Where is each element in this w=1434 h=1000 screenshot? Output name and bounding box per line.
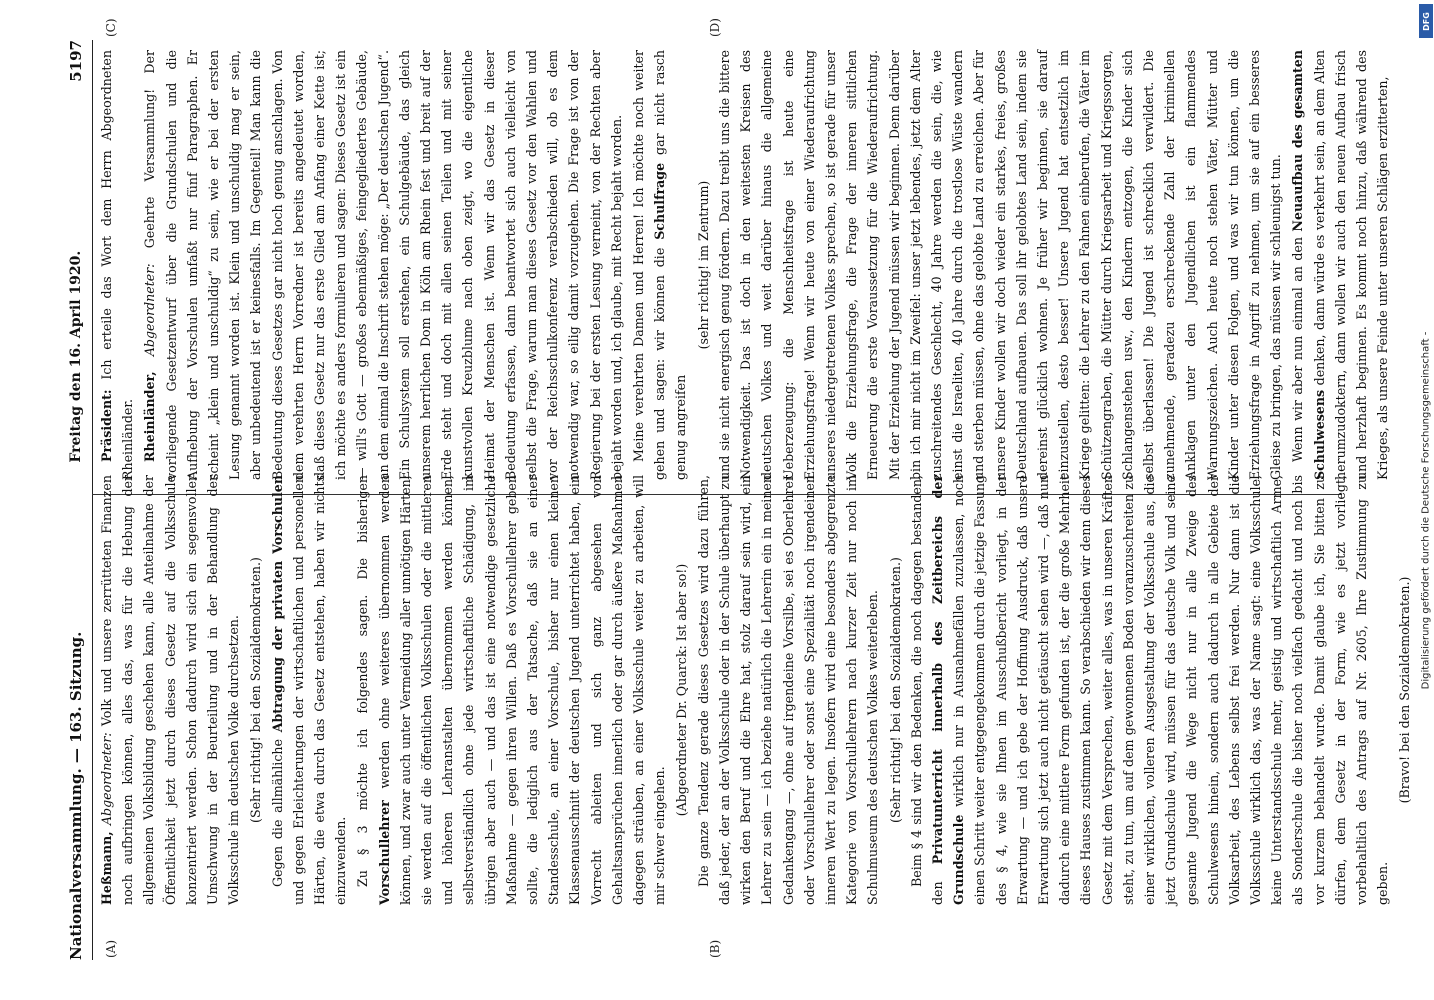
page-number: 5197 (67, 40, 85, 82)
paragraph (628, 50, 692, 480)
header-date: Freitag den 16. April 1920. (68, 250, 84, 463)
applause-note: (Sehr richtig! bei den Sozialdemokraten.) (248, 557, 264, 823)
paragraph: Die ganze Tendenz gerade dieses Gesetzes wird dazu führen, daß jeder, der an der Volksschule oder in der Schule überhaupt zu wirken den Beruf und die Ehre hat, stolz darauf sein wird, ein Lehrer zu sein — ich beziehe natürlich die Lehrerin ein in meinen Gedankengang —, ohne auf irgendeine Vorsilbe, sei es Oberlehrer oder Vorschullehrer oder sonst eine Spezialität noch irgendeinen inneren Wert zu legen. Insofern wird eine besonders abgegrenzte Kategorie von Vorschullehrern nach kurzer Zeit nur noch im Schulmuseum des deutschen Volkes weiterleben. (695, 475, 881, 905)
paragraph-text: Beim § 4 sind wir den Bedenken, die noch dagegen bestanden, den (908, 475, 945, 905)
right-column (96, 50, 1391, 480)
speaker-name: Rheinländer, (142, 371, 158, 462)
applause-note: (Bravo! bei den Sozialdemokraten.) (1397, 576, 1413, 804)
header-left: Nationalversammlung. — 163. Sitzung. (67, 631, 85, 960)
credit-text: Digitalisierung gefördert durch die Deutsche Forschungsgemeinschaft - (1420, 331, 1432, 689)
bold-term: Vorschullehrer (376, 800, 392, 905)
paragraph-text: Volk und unsere zerrütteten Finanzen noch aufbringen können, alles das, was für die Hebung der allgemeinen Volksbildung geschehen kann, alle Anteilnahme der Öffentlichkeit jetzt durch dieses Gesetz auf die Volksschule konzentriert werden. Schon dadurch wird sich ein segensvoller Umschwung in der Beurteilung und in der Behandlung der Volksschule im deutschen Volke durchsetzen. (99, 475, 242, 905)
paragraph-text: Meine verehrten Damen und Herren! Ich möchte noch weiter gehen und sagen: wir können die (631, 50, 668, 480)
paragraph-text: Zu § 3 möchte ich folgendes sagen. Die bisherigen (355, 475, 371, 887)
paragraph-text: Geehrte Versammlung! Der vorliegende Gesetzentwurf über die Grundschulen und die Aufhebung der Vorschulen umfaßt nur fünf Paragraphen. Er scheint „klein und unschuldig“ zu sein, wie er bei der ersten Lesung genannt worden ist. Klein und unschuldig mag er sein, aber unbedeutend ist er keinesfalls. Im Gegenteil! Man kann die Bedeutung dieses Gesetzes gar nicht hoch genug anschlagen. Von dem verehrten Herrn Vorredner ist bereits angedeutet worden, daß dieses Gesetz nur das erste Glied am Anfang einer Kette ist; ich möchte es anders formulieren und sagen: Dieses Gesetz ist ein — will's Gott — großes ebenmäßiges, feingegliedertes Gebäude, an dem einmal die Inschrift stehen möge: „Der deutschen Jugend“. Ein Schulsystem soll erstehen, ein Schulgebäude, das gleich unserem herrlichen Dom in Köln am Rhein fest und breit auf der Erde steht und doch mit allen seinen Teilen und mit seiner kunstvollen Kreuzblume nach oben zeigt, wo die eigentliche Heimat der Menschen ist. Wenn wir das Gesetz in dieser Bedeutung erfassen, dann beantwortet sich auch vielleicht von selbst die Frage, warum man dieses Gesetz vor den Wahlen und vor der Reichsschulkonferenz verabschieden will, ob es dem notwendig war, so eilig damit vorzugehen. Die Frage ist von der Regierung bei der ersten Lesung verneint, von der Rechten aber bejaht worden und, ich glaube, mit Recht bejaht worden. (142, 50, 624, 480)
speaker-role: Abgeordneter: (142, 263, 158, 357)
interjection-note: (sehr richtig! im Zentrum) (695, 180, 711, 350)
bold-term: Abtragung der privaten Vorschulen (269, 475, 285, 733)
bold-term: Privatunterricht innerhalb des Zeitbereichs der Grundschule (929, 475, 967, 905)
paragraph: und sie nicht energisch genug fördern. Dazu treibt uns die bittere Notwendigkeit. Das ist doch in den weitesten Kreisen des deutschen Volkes und weit darüber hinaus die allgemeine Ueberzeugung: die Menschheitsfrage ist heute eine Erziehungsfrage! Wenn wir heute von einer Wiederaufrichtung unseres niedergetretenen Volkes sprechen, so ist gerade für unser Volk die Erziehungsfrage, die Frage der inneren sittlichen Erneuerung die erste Voraussetzung für die Wiederaufrichtung. Mit der Erziehung der Jugend müssen wir beginnen. Denn darüber bin ich mir nicht im Zweifel: unser jetzt lebendes, jetzt dem Alter zuschreitendes Geschlecht, 40 Jahre werden die sein, die, wie einst die Israeliten, 40 Jahre durch die trostlose Wüste wandern und sterben müssen, ohne das gelobte Land zu erreichen. Aber für unsere Kinder wollen wir doch wieder ein starkes, freies, großes Deutschland aufbauen. Das soll ihr gelobtes Land sein, indem sie dereinst glücklich wohnen. Je früher wir beginnen, sie darauf einzustellen, desto besser! Unsere Jugend hat entsetzlich im Kriege gelitten: die Lehrer zu den Fahnen einberufen, die Väter im Schützengraben, die Mütter durch Kriegsarbeit und Kriegssorgen, Schlangenstehen usw., den Kindern entzogen, die Kinder sich selbst überlassen! Die Jugend ist schrecklich verwildert. Die zunehmende, geradezu erschreckende Zahl der kriminellen Anklagen unter den Jugendlichen ist ein flammendes Warnungszeichen. Auch heute noch stehen Väter, Mütter und Kinder unter diesen Folgen, und was wir tun können, um die Erziehungsfrage in Angriff zu nehmen, um sie auf ein besseres Gleise zu bringen, das müssen wir schleunigst tun. (716, 50, 1284, 480)
paragraph-text: wirklich nur in Ausnahmefällen zuzulassen, noch einen Schritt weiter entgegengekommen durch die jetzige Fassung des § 4, wie sie Ihnen im Ausschußbericht vorliegt, in der Erwartung — und ich gebe der Hoffnung Ausdruck, daß unsere Erwartung sich jetzt auch nicht getäuscht sehen wird —, daß nun dadurch eine mittlere Form gefunden ist, der die große Mehrheit dieses Hauses zustimmen kann. So verabschieden wir denn dieses Gesetz mit dem Versprechen, weiter alles, was in unseren Kräften steht, zu tun, um auf dem gewonnenen Boden voranzuschreiten zu einer wirklichen, volleren Ausgestaltung der Volksschule aus, die jetzt Grundschule wird, müssen für das deutsche Volk und seine gesamte Jugend die Wege nicht nur in alle Zweige des Schulwesens hinein, sondern auch dadurch in alle Gebiete der Volksarbeit, des Lebens selbst frei werden. Nur dann ist die Volksschule wirklich das, was der Name sagt: eine Volksschule, keine Unterstandsschule mehr, geistig und wirtschaftlich Arme, als Sonderschule die bisher noch vielfach gedacht und noch bis vor kurzem behandelt wurde. Damit glaube ich, Sie bitten zu dürfen, dem Gesetz in der Form, wie es jetzt vorliegt, vorbehaltlich des Antrags auf Nr. 2605, Ihre Zustimmung zu geben. (951, 475, 1391, 905)
bold-term: Neuaufbau des gesamten Schulwesens (1290, 50, 1327, 480)
left-column (96, 475, 1413, 905)
dfg-logo-text: DFG (1421, 11, 1431, 31)
marker-d: (D) (708, 18, 722, 37)
paragraph-text: Ich erteile das Wort dem Herrn Abgeordneten Rheinländer. (99, 50, 136, 480)
marker-c: (C) (104, 18, 118, 37)
paragraph-text: gar nicht rasch genug angreifen (652, 50, 689, 480)
paragraph-text: Wenn wir aber nun einmal an den (1290, 237, 1306, 462)
paragraph-text: und gegen Erleichterungen der wirtschaftlichen und personellen Härten, die etwa durch das Gesetz entstehen, haben wir nichts einzuwenden. (290, 475, 349, 905)
paragraph (139, 50, 627, 480)
paragraph (96, 50, 138, 480)
paragraph (1287, 50, 1393, 480)
marker-a: (A) (104, 939, 118, 958)
paragraph (96, 475, 244, 905)
header-rule (92, 40, 93, 960)
speaker-role: Abgeordneter: (99, 732, 114, 826)
bold-term: Schulfrage (652, 162, 668, 240)
applause-note: (Sehr richtig! bei den Sozialdemokraten.) (887, 557, 903, 823)
speaker-name: Heßmann, (99, 831, 114, 905)
paragraph (267, 475, 352, 905)
paragraph-text: denken, dann würde es verkehrt sein, an dem Alten herumzudoktern, dann wollen wir auch den neuen Aufbau frisch und herzhaft beginnen. Es kommt noch hinzu, daß während des Krieges, als unsere Feinde unter unseren Schlägen erzitterten, (1311, 50, 1391, 480)
paragraph-text: werden ohne weiteres übernommen werden können, und zwar auch unter Vermeidung aller unnötigen Härten; sie werden auf die öffentlichen Volksschulen oder die mittleren und höheren Lehranstalten übernommen werden können, selbstverständlich ohne jede wirtschaftliche Schädigung, im übrigen aber auch — und das ist eine notwendige gesetzliche Maßnahme — gegen ihren Willen. Daß es Vorschullehrer geben sollte, die lediglich aus der Tatsache, daß sie an einer Standesschule, an einer Vorschule, bisher nur einen kleinen Klassenausschnitt der deutschen Jugend unterrichtet haben, ein Vorrecht ableiten und sich ganz abgesehen von Gehaltsansprüchen innerlich oder gar durch äußere Maßnahmen dagegen sträuben, an einer Volksschule weiter zu arbeiten, will mir schwer eingehen. (376, 475, 668, 905)
paragraph (906, 475, 1394, 905)
page-header (62, 40, 90, 960)
marker-b: (B) (708, 939, 722, 958)
dfg-logo (1419, 4, 1433, 38)
paragraph-text: Gegen die allmähliche (269, 739, 285, 887)
paragraph (352, 475, 670, 905)
digitization-credit (1418, 40, 1434, 980)
interjection-note: (Abgeordneter Dr. Quarck: Ist aber so!) (674, 563, 690, 817)
speaker-name: Präsident: (99, 389, 114, 462)
